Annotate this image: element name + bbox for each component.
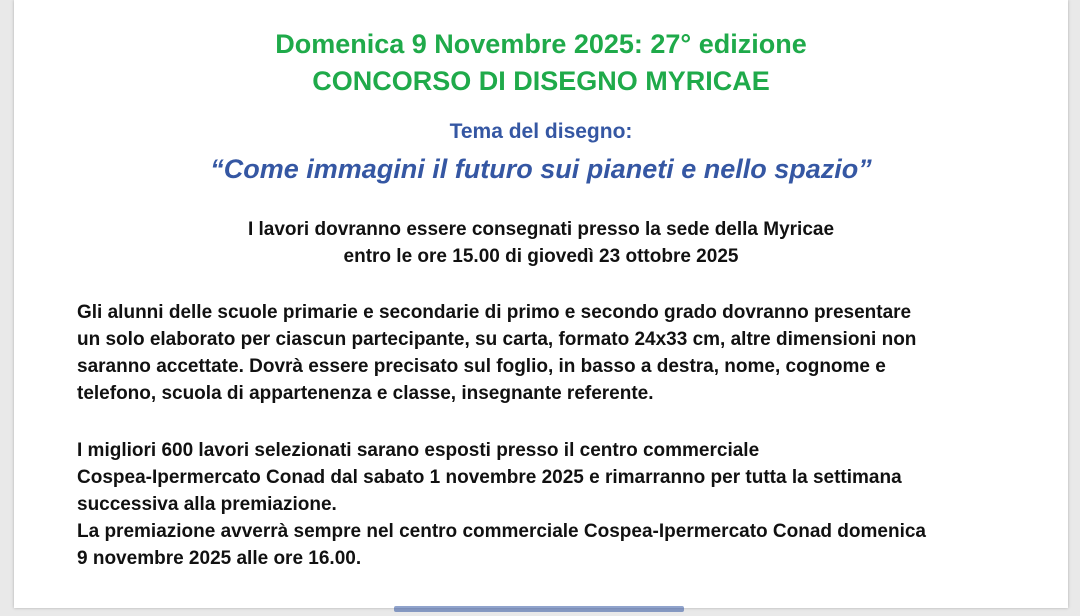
cropped-heading-fragment [384,604,694,616]
rules-line: saranno accettate. Dovrà essere precisato sul foglio, in basso a destra, nome, cognome e [77,356,886,377]
exhibition-line: La premiazione avverrà sempre nel centro commerciale Cospea-Ipermercato Conad domenica [77,521,926,542]
rules-line: un solo elaborato per ciascun partecipante, su carta, formato 24x33 cm, altre dimensioni non [77,329,917,350]
flyer-page [14,0,1068,608]
exhibition-line: I migliori 600 lavori selezionati sarano esposti presso il centro commerciale [77,440,760,461]
rules-line: Gli alunni delle scuole primarie e secondarie di primo e secondo grado dovranno presentare [77,302,912,323]
rules-line: telefono, scuola di appartenenza e classe, insegnante referente. [77,383,654,404]
delivery-line-1: I lavori dovranno essere consegnati presso la sede della Myricae [247,219,835,240]
cropped-section-heading [384,600,694,616]
exhibition-line: successiva alla premiazione. [77,494,337,515]
delivery-line-2: entro le ore 15.00 di giovedì 23 ottobre 2025 [343,246,739,267]
exhibition-line: Cospea-Ipermercato Conad dal sabato 1 novembre 2025 e rimarranno per tutta la settimana [77,467,902,488]
contest-name: CONCORSO DI DISEGNO MYRICAE [312,66,770,96]
theme-title: “Come immagini il futuro sui pianeti e nello spazio” [210,154,872,184]
event-date-edition: Domenica 9 Novembre 2025: 27° edizione [275,29,807,59]
rules-paragraph [77,299,1067,407]
exhibition-line: 9 novembre 2025 alle ore 16.00. [77,548,362,569]
theme-label: Tema del disegno: [449,120,633,143]
exhibition-paragraph [77,437,1067,572]
